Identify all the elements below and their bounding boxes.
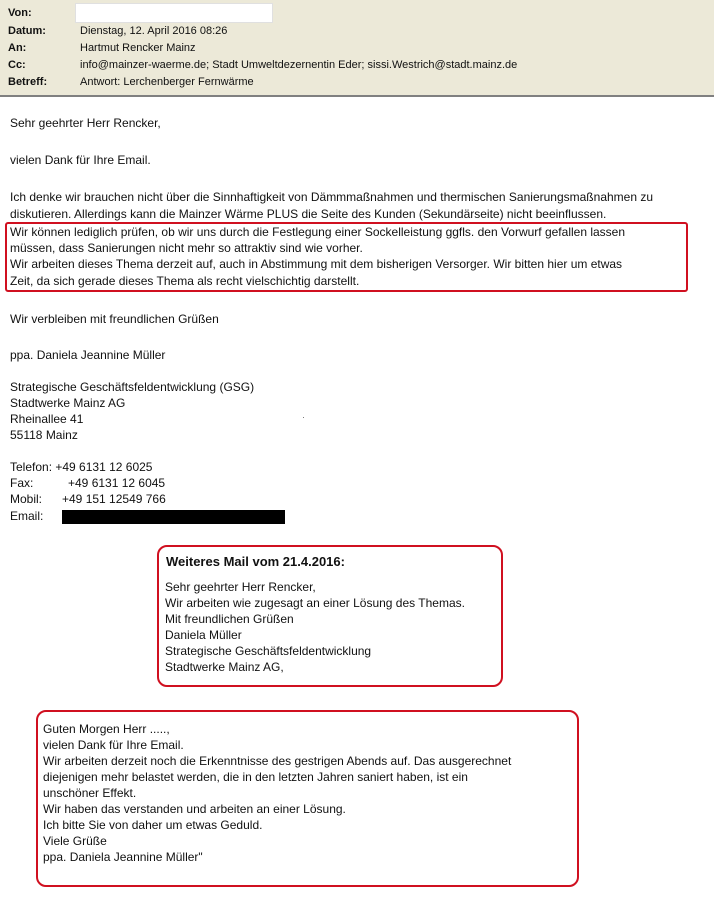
follow-up-line-3: Mit freundlichen Grüßen [165, 612, 294, 626]
follow-up-line-4: Daniela Müller [165, 628, 242, 642]
fax-value: +49 6131 12 6045 [68, 476, 166, 490]
von-value-redacted [75, 3, 273, 23]
email-redacted-bar [62, 510, 285, 524]
follow-up-line-6: Stadtwerke Mainz AG, [165, 660, 284, 674]
signature-company: Stadtwerke Mainz AG [10, 396, 126, 410]
thanks: vielen Dank für Ihre Email. [10, 153, 151, 167]
follow-up-line-5: Strategische Geschäftsfeldentwicklung [165, 644, 372, 658]
datum-label: Datum: [8, 25, 46, 37]
signer: ppa. Daniela Jeannine Müller [10, 348, 166, 362]
fax-label: Fax: [10, 476, 34, 490]
paragraph-2-line-2: müssen, dass Sanierungen nicht mehr so attraktiv sind wie vorher. [10, 241, 363, 255]
mobil-label: Mobil: [10, 492, 43, 506]
follow-up-line-2: Wir arbeiten wie zugesagt an einer Lösung des Themas. [165, 596, 465, 610]
email-header [0, 0, 714, 97]
betreff-label: Betreff: [8, 76, 48, 88]
closing: Wir verbleiben mit freundlichen Grüßen [10, 312, 219, 326]
morning-line-1: Guten Morgen Herr ....., [43, 722, 170, 736]
morning-line-8: Viele Grüße [43, 834, 107, 848]
paragraph-2-line-3: Wir arbeiten dieses Thema derzeit auf, auch in Abstimmung mit dem bisherigen Versorger. Wir bitten hier um etwas [10, 257, 623, 271]
cc-value: info@mainzer-waerme.de; Stadt Umweltdezernentin Eder; sissi.Westrich@stadt.mainz.de [80, 59, 518, 71]
morning-line-2: vielen Dank für Ihre Email. [43, 738, 184, 752]
telefon: Telefon: +49 6131 12 6025 [10, 460, 153, 474]
cc-label: Cc: [8, 59, 26, 71]
signature-dept: Strategische Geschäftsfeldentwicklung (GSG) [10, 380, 255, 394]
an-value: Hartmut Rencker Mainz [80, 42, 196, 54]
signature-street: Rheinallee 41 [10, 412, 84, 426]
datum-value: Dienstag, 12. April 2016 08:26 [80, 25, 228, 37]
morning-line-4: diejenigen mehr belastet werden, die in den letzten Jahren saniert haben, ist ein [43, 770, 468, 784]
paragraph-2-line-4: Zeit, da sich gerade dieses Thema als recht vielschichtig darstellt. [10, 274, 360, 288]
mobil-value: +49 151 12549 766 [62, 492, 166, 506]
email-label: Email: [10, 509, 44, 523]
morning-line-9: ppa. Daniela Jeannine Müller" [43, 850, 203, 864]
follow-up-title: Weiteres Mail vom 21.4.2016: [166, 554, 345, 569]
morning-line-7: Ich bitte Sie von daher um etwas Geduld. [43, 818, 263, 832]
betreff-value: Antwort: Lerchenberger Fernwärme [80, 76, 254, 88]
stray-dot: · [302, 412, 305, 422]
morning-line-6: Wir haben das verstanden und arbeiten an einer Lösung. [43, 802, 346, 816]
greeting: Sehr geehrter Herr Rencker, [10, 116, 161, 130]
morning-line-5: unschöner Effekt. [43, 786, 137, 800]
paragraph-2-line-1: Wir können lediglich prüfen, ob wir uns durch die Festlegung einer Sockelleistung ggfls. den Vorwurf gefallen lassen [10, 225, 626, 239]
paragraph-1-line-1: Ich denke wir brauchen nicht über die Sinnhaftigkeit von Dämmmaßnahmen und thermischen Sanierungsmaßnahmen zu [10, 190, 654, 204]
paragraph-1-line-2: diskutieren. Allerdings kann die Mainzer Wärme PLUS die Seite des Kunden (Sekundärseite) nicht beeinflussen. [10, 207, 607, 221]
an-label: An: [8, 42, 27, 54]
morning-line-3: Wir arbeiten derzeit noch die Erkenntnisse des gestrigen Abends auf. Das ausgerechnet [43, 754, 512, 768]
follow-up-line-1: Sehr geehrter Herr Rencker, [165, 580, 316, 594]
signature-city: 55118 Mainz [10, 428, 78, 442]
von-label: Von: [8, 7, 32, 19]
